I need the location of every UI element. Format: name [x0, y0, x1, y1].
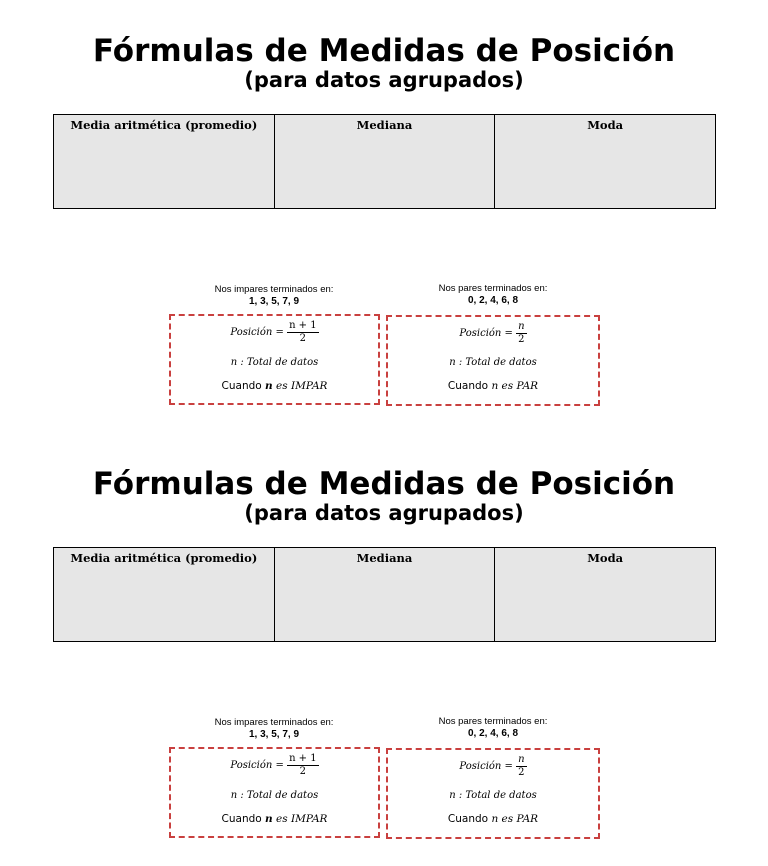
fraction-numerator: n: [518, 754, 525, 765]
header-moda: Moda: [495, 115, 716, 209]
even-position-formula: [388, 754, 598, 779]
page-subtitle: (para datos agrupados): [244, 68, 524, 92]
fraction-denominator: 2: [518, 334, 525, 345]
odd-caption: [170, 717, 378, 741]
fraction-numerator: n: [518, 321, 525, 332]
condition-text: es IMPAR: [276, 380, 328, 392]
odd-position-formula: [171, 753, 378, 778]
even-fraction: [516, 754, 526, 779]
fraction-denominator: 2: [299, 766, 307, 777]
even-digits: 0, 2, 4, 6, 8: [467, 728, 519, 739]
even-fraction: [516, 321, 526, 346]
condition-word: Cuando: [221, 813, 262, 825]
header-mediana: Mediana: [274, 548, 495, 642]
odd-fraction: [287, 753, 319, 778]
odd-fraction: [287, 320, 319, 345]
odd-formula-box: [169, 314, 380, 405]
odd-formula-box: [169, 747, 380, 838]
condition-variable: n: [265, 380, 273, 392]
even-caption-text: Nos pares terminados en:: [438, 283, 548, 294]
odd-caption-text: Nos impares terminados en:: [214, 284, 334, 295]
odd-caption: [170, 284, 378, 308]
even-total-note: n : Total de datos: [449, 790, 537, 801]
fraction-denominator: 2: [518, 767, 525, 778]
even-caption: [388, 283, 598, 307]
position-label: Posición =: [459, 328, 513, 339]
even-formula-box: [386, 315, 600, 406]
odd-caption-text: Nos impares terminados en:: [214, 717, 334, 728]
position-label: Posición =: [230, 327, 284, 338]
condition-word: Cuando: [447, 380, 489, 392]
fraction-numerator: n + 1: [289, 753, 317, 764]
measures-table: [53, 114, 716, 209]
fraction-numerator: n + 1: [289, 320, 317, 331]
condition-text: es PAR: [501, 813, 539, 825]
condition-variable: n: [265, 813, 273, 825]
condition-word: Cuando: [221, 380, 262, 392]
header-media: Media aritmética (promedio): [54, 548, 275, 642]
condition-text: es PAR: [501, 380, 539, 392]
page-title: Fórmulas de Medidas de Posición: [92, 33, 676, 69]
even-total-note: n : Total de datos: [449, 357, 537, 368]
odd-condition: [171, 380, 378, 392]
page-subtitle: (para datos agrupados): [244, 501, 524, 525]
odd-condition: [171, 813, 378, 825]
header-mediana: Mediana: [274, 115, 495, 209]
page-title: Fórmulas de Medidas de Posición: [92, 466, 676, 502]
even-formula-box: [386, 748, 600, 839]
condition-text: es IMPAR: [276, 813, 328, 825]
position-label: Posición =: [459, 761, 513, 772]
odd-total-note: n : Total de datos: [230, 357, 319, 368]
even-position-formula: [388, 321, 598, 346]
header-moda: Moda: [495, 548, 716, 642]
header-media: Media aritmética (promedio): [54, 115, 275, 209]
even-digits: 0, 2, 4, 6, 8: [467, 295, 519, 306]
odd-digits: 1, 3, 5, 7, 9: [248, 729, 300, 740]
even-condition: [388, 813, 598, 825]
condition-variable: n: [491, 813, 499, 825]
condition-word: Cuando: [447, 813, 489, 825]
odd-total-note: n : Total de datos: [230, 790, 319, 801]
even-condition: [388, 380, 598, 392]
odd-position-formula: [171, 320, 378, 345]
even-caption-text: Nos pares terminados en:: [438, 716, 548, 727]
fraction-denominator: 2: [299, 333, 307, 344]
measures-table: [53, 547, 716, 642]
even-caption: [388, 716, 598, 740]
condition-variable: n: [491, 380, 499, 392]
odd-digits: 1, 3, 5, 7, 9: [248, 296, 300, 307]
position-label: Posición =: [230, 760, 284, 771]
